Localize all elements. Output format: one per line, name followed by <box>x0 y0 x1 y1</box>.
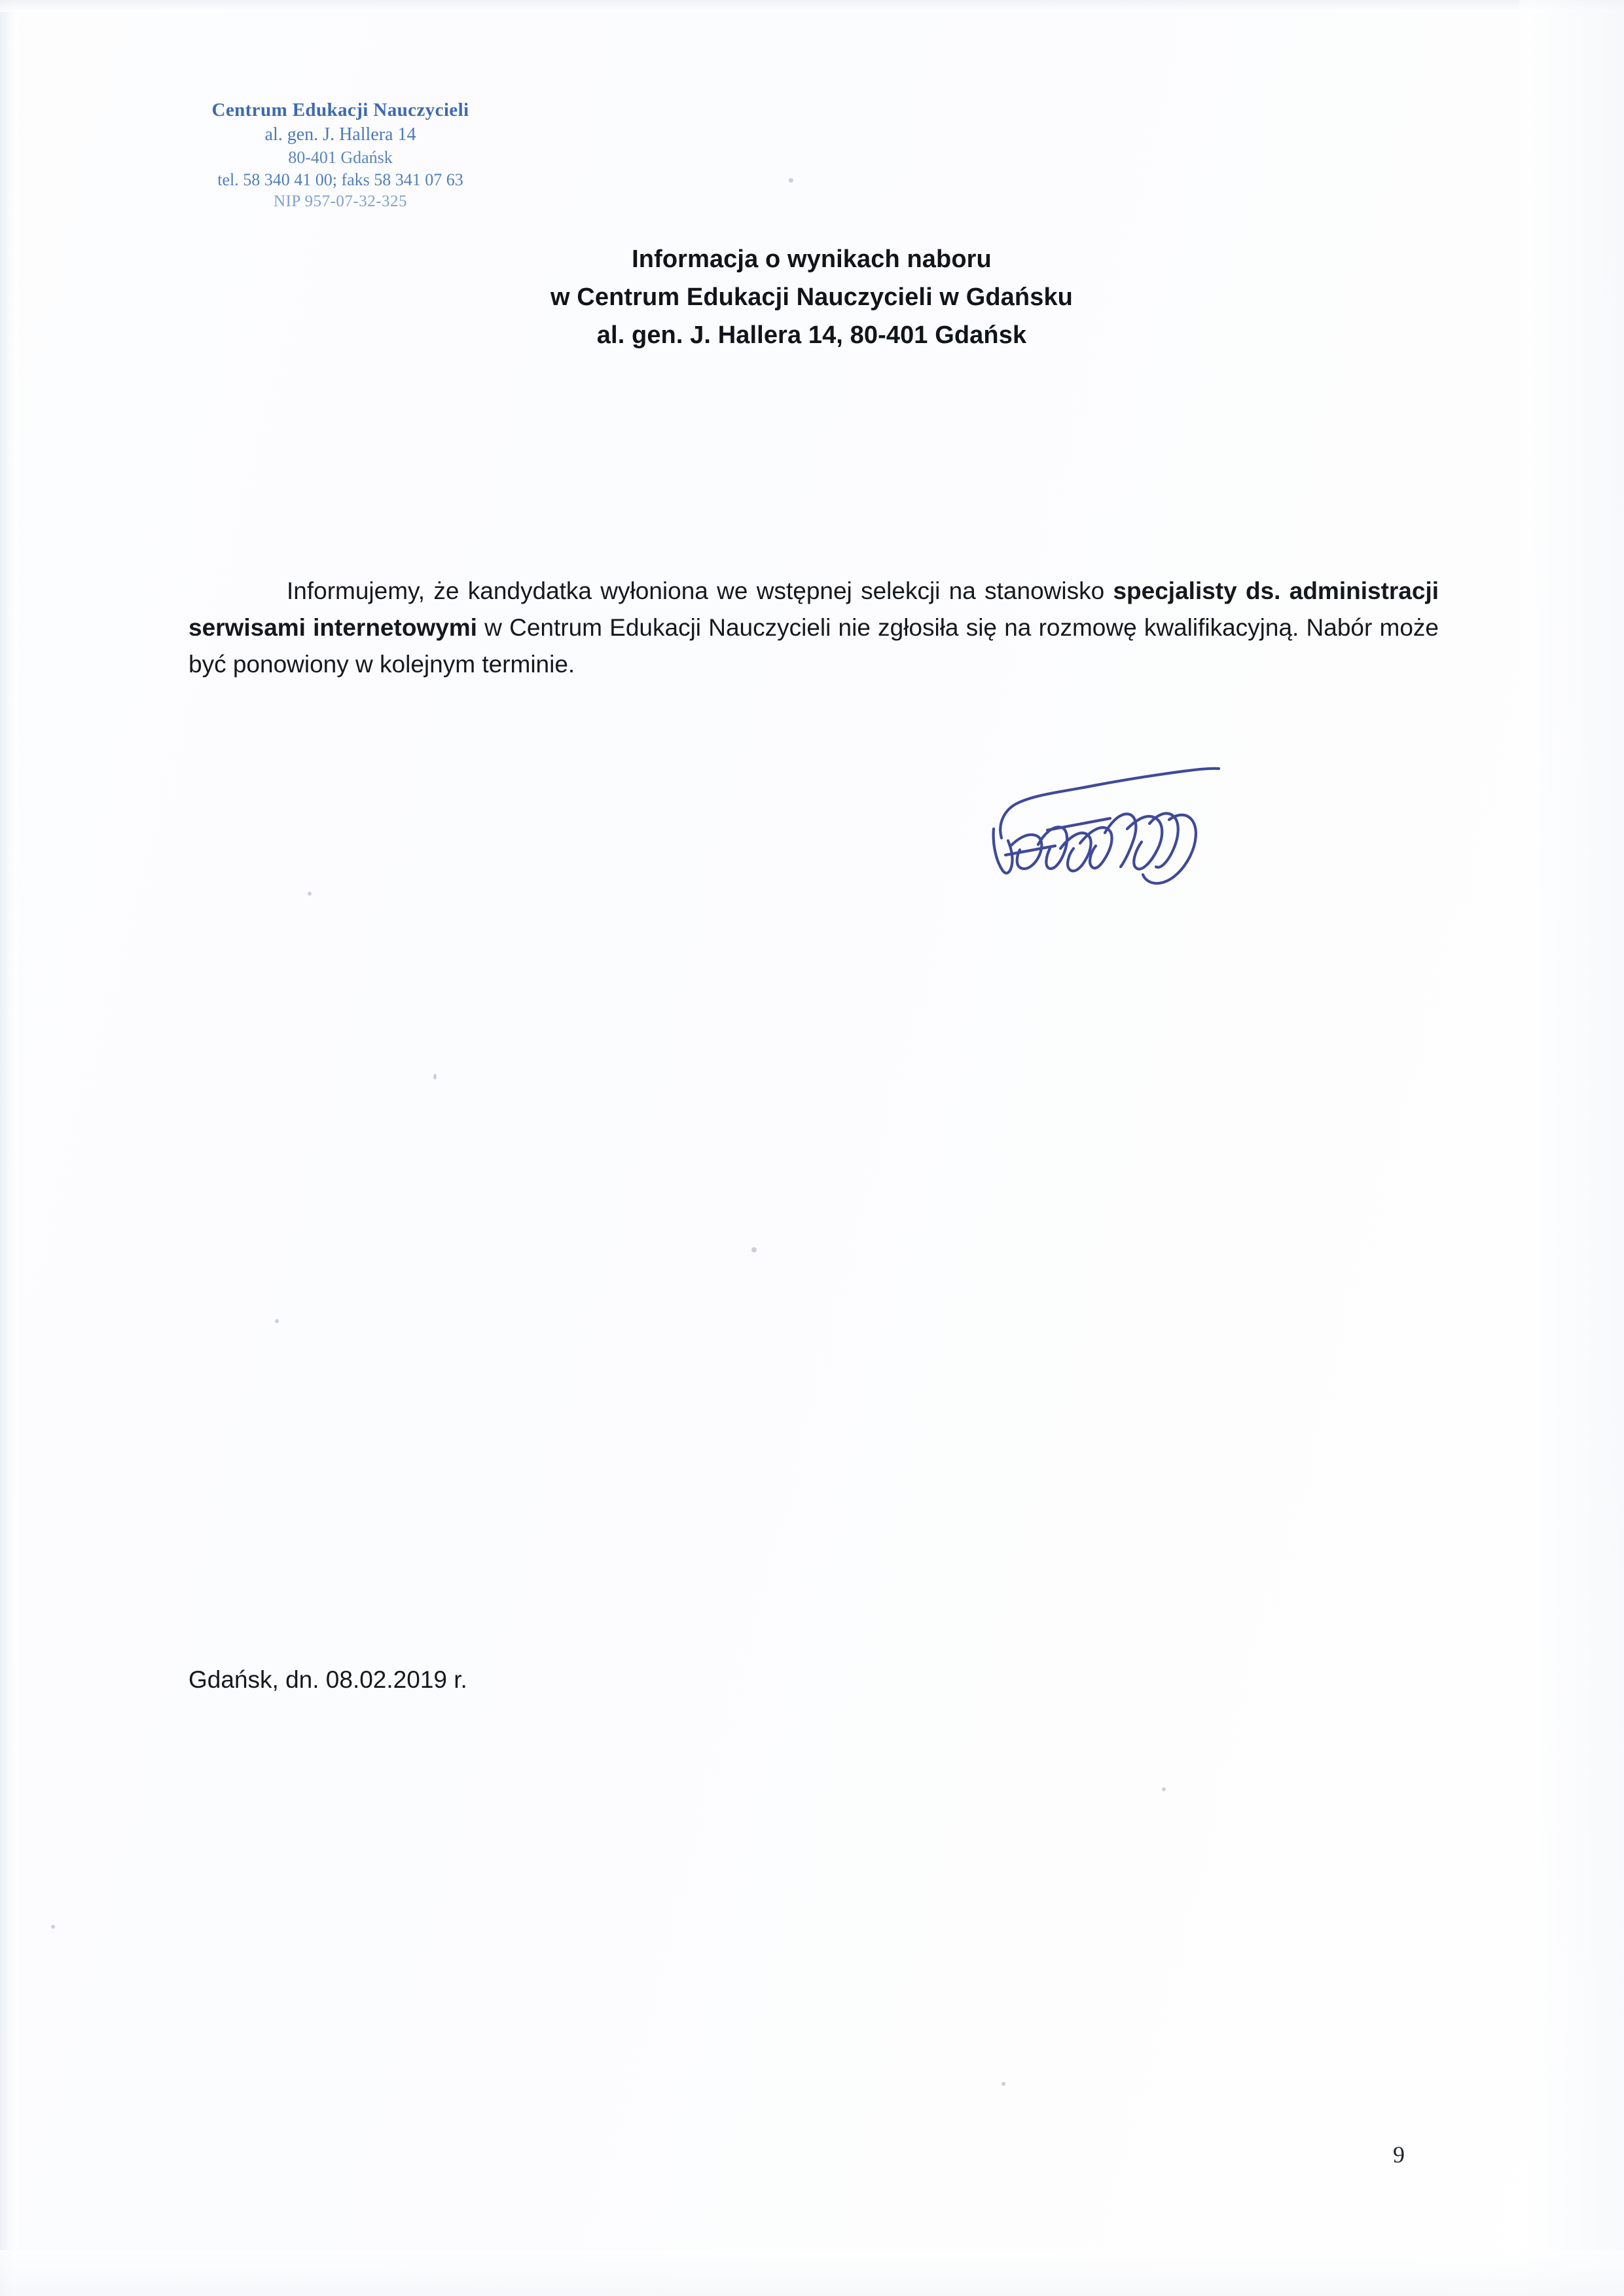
scan-edge-left <box>0 0 17 2296</box>
scan-speck <box>275 1319 279 1323</box>
letterhead-city: 80-401 Gdańsk <box>288 148 393 168</box>
letterhead-phone: tel. 58 340 41 00; faks 58 341 07 63 <box>217 170 463 189</box>
letterhead-institution: Centrum Edukacji Nauczycieli <box>211 100 469 120</box>
body-bold-position: specjalisty ds. administracji serwisami internetowymi <box>189 577 1439 642</box>
body-paragraph <box>189 573 1439 683</box>
scan-edge-top <box>0 0 1624 12</box>
body-part-2: w Centrum Edukacji Nauczycieli nie zgłosiła się na rozmowę kwalifikacyjną. Nabór może być ponowiony w kolejnym terminie. <box>189 614 1439 678</box>
title-line-2: w Centrum Edukacji Nauczycieli w Gdańsku <box>550 283 1073 311</box>
scan-speck <box>789 178 793 183</box>
scan-speck <box>751 1247 757 1252</box>
scan-speck <box>433 1074 437 1080</box>
scan-edge-right <box>1519 0 1624 2296</box>
scan-speck <box>1001 2082 1005 2086</box>
scan-speck <box>1162 1787 1166 1791</box>
letterhead-nip: NIP 957-07-32-325 <box>273 192 408 210</box>
page-title <box>367 241 1257 354</box>
letterhead-street: al. gen. J. Hallera 14 <box>264 124 416 145</box>
letterhead <box>98 98 583 212</box>
scan-edge-bottom <box>0 2250 1624 2296</box>
scan-speck <box>51 1925 55 1929</box>
title-line-1: Informacja o wynikach naboru <box>632 246 992 273</box>
scan-speck <box>308 892 312 896</box>
body-part-1: Informujemy, że kandydatka wyłoniona we wstępnej selekcji na stanowisko <box>287 577 1113 604</box>
date-line: Gdańsk, dn. 08.02.2019 r. <box>189 1666 467 1693</box>
page-number: 9 <box>1393 2141 1405 2168</box>
title-line-3: al. gen. J. Hallera 14, 80-401 Gdańsk <box>596 321 1027 349</box>
